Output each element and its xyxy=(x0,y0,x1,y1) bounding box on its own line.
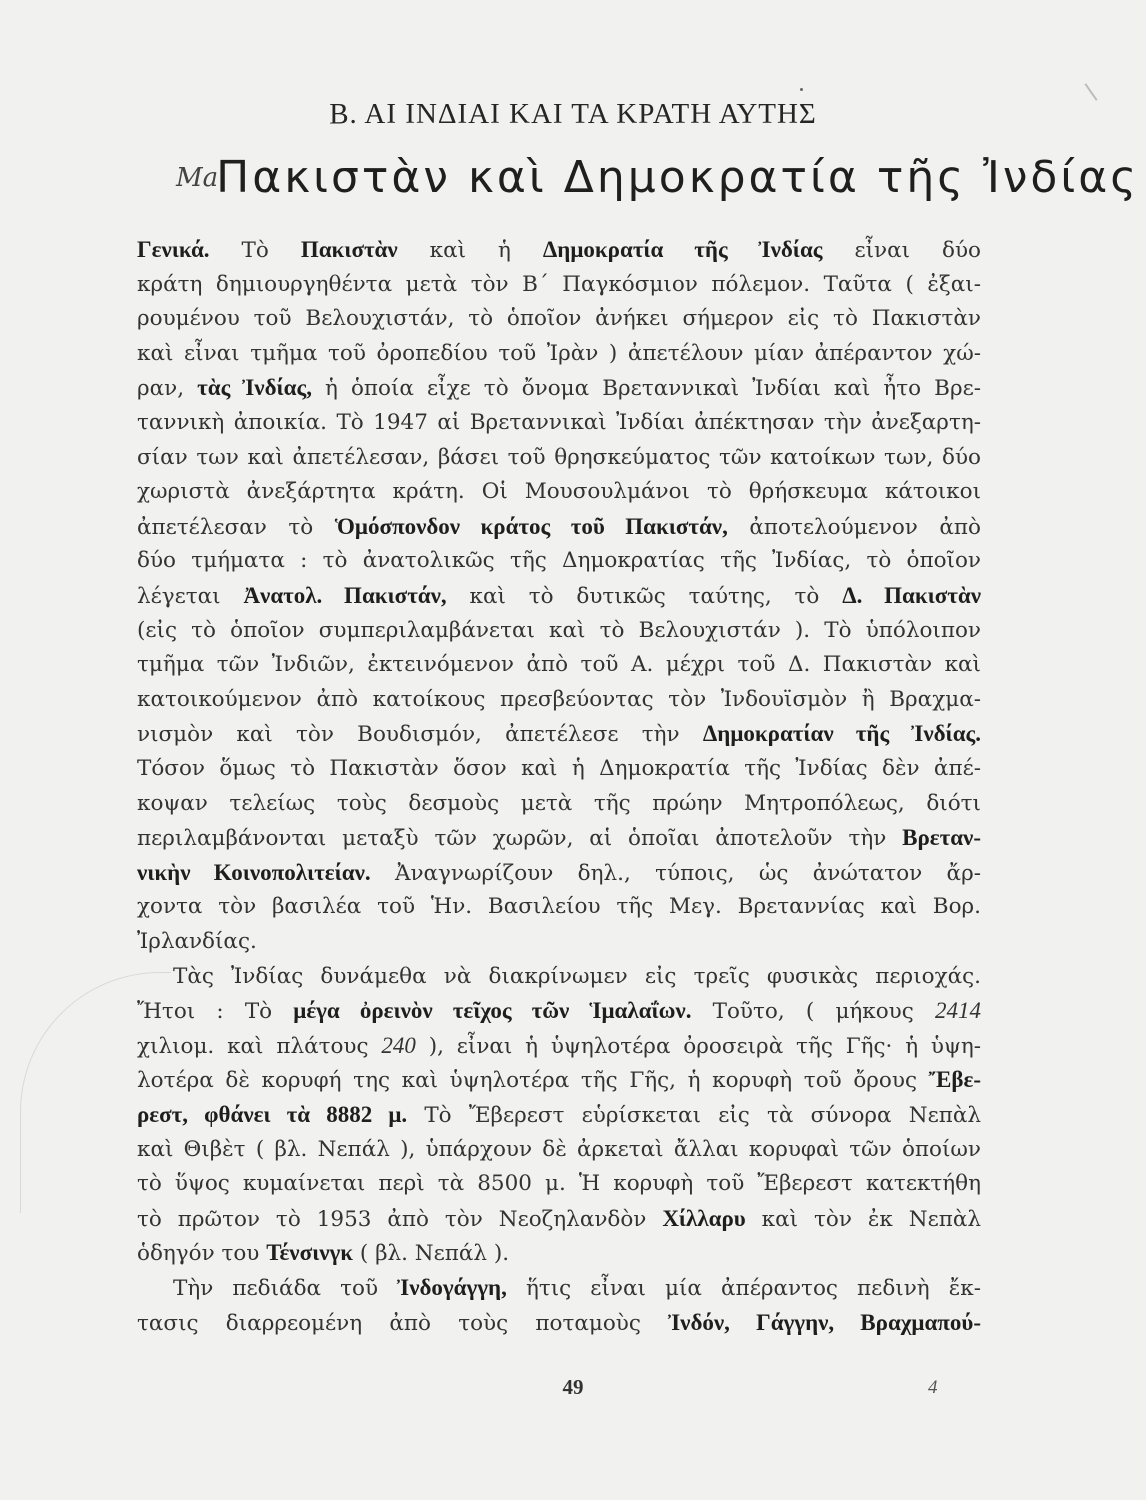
body-line: κράτη δημιουργηθέντα μετὰ τὸν Β´ Παγκόσμιον πόλεμον. Ταῦτα ( ἐξαι- xyxy=(137,271,981,297)
body-line: λέγεται Ἀνατολ. Πακιστάν, καὶ τὸ δυτικῶς ταύτης, τὸ Δ. Πακιστὰν xyxy=(137,583,981,609)
section-heading: Β. ΑΙ ΙΝΔΙΑΙ ΚΑΙ ΤΑ ΚΡΑΤΗ ΑΥΤΗΣ xyxy=(329,98,817,130)
body-line: δύο τμήματα : τὸ ἀνατολικῶς τῆς Δημοκρατίας τῆς Ἰνδίας, τὸ ὁποῖον xyxy=(137,548,981,574)
sheet-number: 4 xyxy=(928,1377,938,1398)
body-line: ὁδηγόν του Τένσινγκ ( βλ. Νεπάλ ). xyxy=(137,1240,510,1267)
body-line: σίαν των καὶ ἀπετέλεσαν, βάσει τοῦ θρησκεύματος τῶν κατοίκων των, δύο xyxy=(137,444,981,470)
body-line: τμῆμα τῶν Ἰνδιῶν, ἐκτεινόμενον ἀπὸ τοῦ Α. μέχρι τοῦ Δ. Πακιστὰν καὶ xyxy=(137,652,981,678)
body-line: Γενικά. Τὸ Πακιστὰν καὶ ἡ Δημοκρατία τῆς Ἰνδίας εἶναι δύο xyxy=(137,237,981,263)
body-line: Τὰς Ἰνδίας δυνάμεθα νὰ διακρίνωμεν εἰς τρεῖς φυσικὰς περιοχάς. xyxy=(173,963,981,989)
body-line: Τὴν πεδιάδα τοῦ Ἰνδογάγγη, ἥτις εἶναι μία ἀπέραντος πεδινὴ ἔκ- xyxy=(173,1275,981,1301)
body-line: ρεστ, φθάνει τὰ 8882 μ. Τὸ Ἔβερεστ εὑρίσκεται εἰς τὰ σύνορα Νεπὰλ xyxy=(137,1102,981,1128)
body-line: Τόσον ὅμως τὸ Πακιστὰν ὅσον καὶ ἡ Δημοκρατία τῆς Ἰνδίας δὲν ἀπέ- xyxy=(137,756,981,781)
body-line: κατοικούμενον ἀπὸ κατοίκους πρεσβεύοντας τὸν Ἰνδουϊσμὸν ἢ Βραχμα- xyxy=(137,686,981,712)
body-line: καὶ εἶναι τμῆμα τοῦ ὀροπεδίου τοῦ Ἰρὰν ) ἀπετέλουν μίαν ἀπέραντον χώ- xyxy=(137,340,981,366)
body-line: τὸ πρῶτον τὸ 1953 ἀπὸ τὸν Νεοζηλανδὸν Χίλλαρυ καὶ τὸν ἐκ Νεπὰλ xyxy=(137,1205,981,1232)
body-line: Ἰρλανδίας. xyxy=(137,929,257,954)
body-line: ἀπετέλεσαν τὸ Ὁμόσπονδον κράτος τοῦ Πακιστάν, ἀποτελούμενον ἀπὸ xyxy=(137,513,982,540)
body-line: χιλιομ. καὶ πλάτους 240 ), εἶναι ἡ ὑψηλοτέρα ὀροσειρὰ τῆς Γῆς· ἡ ὑψη- xyxy=(137,1032,981,1059)
body-line: κοψαν τελείως τοὺς δεσμοὺς μετὰ τῆς πρώην Μητροπόλεως, διότι xyxy=(137,790,981,816)
body-line: νικὴν Κοινοπολιτείαν. Ἀναγνωρίζουν δηλ., τύποις, ὡς ἀνώτατον ἄρ- xyxy=(137,859,981,886)
body-line: χοντα τὸν βασιλέα τοῦ Ἡν. Βασιλείου τῆς Μεγ. Βρεταννίας καὶ Βορ. xyxy=(137,894,981,920)
body-line: Ἤτοι : Τὸ μέγα ὀρεινὸν τεῖχος τῶν Ἱμαλαΐων. Τοῦτο, ( μήκους 2414 xyxy=(137,998,981,1025)
body-line: νισμὸν καὶ τὸν Βουδισμόν, ἀπετέλεσε τὴν Δημοκρατίαν τῆς Ἰνδίας. xyxy=(137,721,981,748)
body-line: ταννικὴ ἀποικία. Τὸ 1947 αἱ Βρεταννικαὶ Ἰνδίαι ἀπέκτησαν τὴν ἀνεξαρτη- xyxy=(137,410,981,435)
body-line: τασις διαρρεομένη ἀπὸ τοὺς ποταμοὺς Ἰνδόν, Γάγγην, Βραχμαπού- xyxy=(137,1309,981,1336)
body-line: (εἰς τὸ ὁποῖον συμπεριλαμβάνεται καὶ τὸ Βελουχιστάν ). Τὸ ὑπόλοιπον xyxy=(137,617,981,643)
body-line: χωριστὰ ἀνεξάρτητα κράτη. Οἱ Μουσουλμάνοι τὸ θρήσκευμα κάτοικοι xyxy=(137,479,981,505)
chapter-title-text: Πακιστὰν καὶ Δημοκρατία τῆς Ἰνδίας xyxy=(216,152,1140,203)
handwritten-mark: Ma xyxy=(176,163,219,193)
body-line: λοτέρα δὲ κορυφή της καὶ ὑψηλοτέρα τῆς Γῆς, ἡ κορυφὴ τοῦ ὄρους Ἔβε- xyxy=(137,1067,981,1094)
body-line: ραν, τὰς Ἰνδίας, ἡ ὁποία εἶχε τὸ ὄνομα Βρεταννικαὶ Ἰνδίαι καὶ ἦτο Βρε- xyxy=(137,375,981,402)
body-line: ρουμένου τοῦ Βελουχιστάν, τὸ ὁποῖον ἀνήκει σήμερον εἰς τὸ Πακιστὰν xyxy=(137,306,981,332)
body-line: τὸ ὕψος κυμαίνεται περὶ τὰ 8500 μ. Ἡ κορυφὴ τοῦ Ἔβερεστ κατεκτήθη xyxy=(137,1171,981,1197)
page-number: 49 xyxy=(562,1375,584,1399)
body-line: περιλαμβάνονται μεταξὺ τῶν χωρῶν, αἱ ὁποῖαι ἀποτελοῦν τὴν Βρεταν- xyxy=(137,825,981,852)
chapter-title xyxy=(176,152,1140,203)
body-line: καὶ Θιβὲτ ( βλ. Νεπάλ ), ὑπάρχουν δὲ ἀρκεταὶ ἄλλαι κορυφαὶ τῶν ὁποίων xyxy=(137,1136,981,1162)
scan-speck xyxy=(800,88,803,91)
